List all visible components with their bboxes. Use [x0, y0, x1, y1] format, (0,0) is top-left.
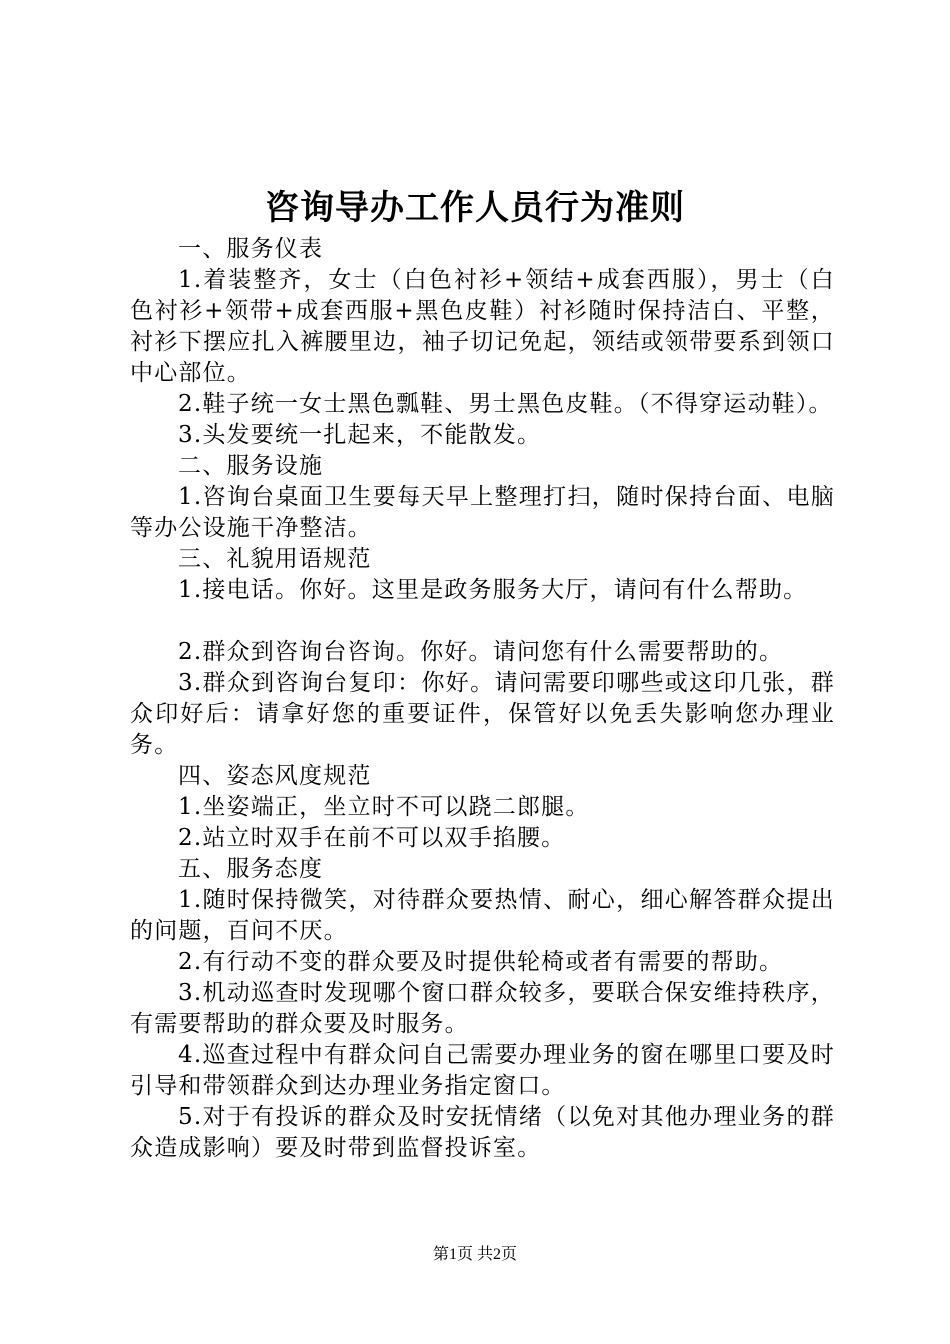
paragraph: 3.头发要统一扎起来，不能散发。	[178, 422, 542, 448]
page-number: 第1页 共2页	[432, 1246, 517, 1263]
paragraph: 5.对于有投诉的群众及时安抚情绪（以免对其他办理业务的群众造成影响）要及时带到监督投诉室。	[130, 1104, 835, 1161]
document-title: 咨询导办工作人员行为准则	[265, 188, 685, 228]
paragraph: 2.鞋子统一女士黑色瓢鞋、男士黑色皮鞋。（不得穿运动鞋）。	[178, 391, 833, 417]
paragraph: 3.机动巡查时发现哪个窗口群众较多，要联合保安维持秩序，有需要帮助的群众要及时服务。	[130, 980, 835, 1037]
paragraph: 1.着装整齐，女士（白色衬衫+领结+成套西服），男士（白色衬衫+领带+成套西服+黑色皮鞋）衬衫随时保持洁白、平整，衬衫下摆应扎入裤腰里边，袖子切记免起，领结或领带要系到领口中心部位。	[130, 267, 835, 386]
paragraph: 1.咨询台桌面卫生要每天早上整理打扫，随时保持台面、电脑等办公设施干净整洁。	[130, 484, 835, 541]
section-heading: 四、姿态风度规范	[178, 763, 372, 789]
paragraph: 1.坐姿端正，坐立时不可以跷二郎腿。	[178, 794, 590, 820]
paragraph: 2.群众到咨询台咨询。你好。请问您有什么需要帮助的。	[178, 639, 784, 665]
paragraph: 2.站立时双手在前不可以双手掐腰。	[178, 825, 566, 851]
paragraph: 1.随时保持微笑，对待群众要热情、耐心，细心解答群众提出的问题，百问不厌。	[130, 887, 835, 944]
section-heading: 三、礼貌用语规范	[178, 546, 372, 572]
paragraph: 2.有行动不变的群众要及时提供轮椅或者有需要的帮助。	[178, 949, 784, 975]
section-heading: 一、服务仪表	[178, 236, 324, 262]
paragraph: 1.接电话。你好。这里是政务服务大厅，请问有什么帮助。	[178, 577, 808, 603]
document-body	[130, 234, 835, 1164]
paragraph: 4.巡查过程中有群众问自己需要办理业务的窗在哪里口要及时引导和带领群众到达办理业务指定窗口。	[130, 1042, 835, 1099]
section-heading: 二、服务设施	[178, 453, 324, 479]
paragraph: 3.群众到咨询台复印：你好。请问需要印哪些或这印几张，群众印好后：请拿好您的重要证件，保管好以免丢失影响您办理业务。	[130, 670, 835, 758]
section-heading: 五、服务态度	[178, 856, 324, 882]
